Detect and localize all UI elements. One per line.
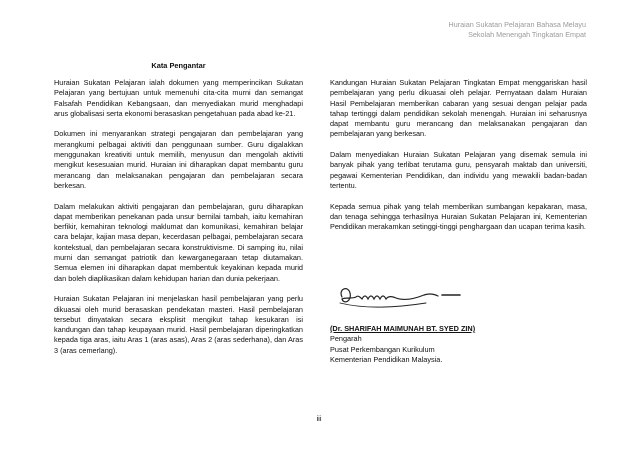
signatory-name: (Dr. SHARIFAH MAIMUNAH BT. SYED ZIN) [330, 324, 476, 333]
signature-image [334, 275, 484, 325]
paragraph: Kepada semua pihak yang telah memberikan sumbangan kepakaran, masa, dan tenaga sehingga terhasilnya Huraian Sukatan Pelajaran ini, Kementerian Pendidikan merakamkan setinggi-tinggi penghargaan dan ucapan terima kasih. [330, 201, 587, 232]
paragraph: Huraian Sukatan Pelajaran ini menjelaskan hasil pembelajaran yang perlu dikuasai oleh murid berasaskan pendekatan masteri. Hasil pembelajaran tersebut dinyatakan secara eksplisit mengikut tahap kesukaran isi kandungan dan tahap keupayaan murid. Hasil pembelajaran diperingkatkan kepada tiga aras, iaitu Aras 1 (aras asas), Aras 2 (aras sederhana), dan Aras 3 (aras cemerlang). [54, 294, 303, 355]
paragraph: Dalam menyediakan Huraian Sukatan Pelajaran yang disemak semula ini banyak pihak yang terlibat terutama guru, pensyarah maktab dan universiti, pegawai Kementerian Pendidikan, dan individu yang mewakili badan-badan tertentu. [330, 150, 587, 190]
left-column [54, 78, 303, 366]
signatory-ministry: Kementerian Pendidikan Malaysia. [330, 354, 443, 364]
signature-block [330, 324, 580, 365]
running-header [366, 20, 586, 40]
signatory-title: Pengarah [330, 334, 362, 344]
page-number: iii [316, 414, 322, 423]
paragraph: Dalam melakukan aktiviti pengajaran dan pembelajaran, guru diharapkan dapat memberikan penekanan pada unsur bernilai tambah, iaitu kemahiran berfikir, kemahiran teknologi maklumat dan komunikasi, kemahiran belajar cara belajar, kajian masa depan, kecerdasan pelbagai, pembelajaran secara kontekstual, dan pembelajaran secara konstruktivisme. Di samping itu, nilai murni dan semangat patriotik dan kewarganegaraan tetap diutamakan. Semua elemen ini diharapkan dapat membentuk keyakinan kepada murid dan boleh diaplikasikan dalam kehidupan harian dan dunia pekerjaan. [54, 201, 303, 283]
right-column [330, 78, 587, 243]
header-line-1: Huraian Sukatan Pelajaran Bahasa Melayu [448, 20, 586, 29]
paragraph: Huraian Sukatan Pelajaran ialah dokumen yang memperincikan Sukatan Pelajaran yang bertujuan untuk memenuhi cita-cita murni dan semangat Falsafah Pendidikan Kebangsaan, dan menyediakan murid menghadapi arus globalisasi serta ekonomi berasaskan pengetahuan pada abad ke-21. [54, 78, 303, 118]
paragraph: Kandungan Huraian Sukatan Pelajaran Tingkatan Empat menggariskan hasil pembelajaran yang perlu dikuasai oleh pelajar. Pernyataan dalam Huraian Hasil Pembelajaran memberikan cabaran yang sesuai dengan pelajar pada tahap tertinggi dalam pendidikan sekolah menengah. Huraian ini seharusnya dapat membantu guru merancang dan melaksanakan pengajaran dan pembelajaran yang berkesan. [330, 78, 587, 139]
signatory-department: Pusat Perkembangan Kurikulum [330, 344, 435, 354]
page-title: Kata Pengantar [151, 61, 206, 70]
header-line-2: Sekolah Menengah Tingkatan Empat [468, 30, 586, 39]
paragraph: Dokumen ini menyarankan strategi pengajaran dan pembelajaran yang merangkumi pelbagai aktiviti dan penggunaan sumber. Guru digalakkan menggunakan kreativiti untuk memilih, menyusun dan mengolah aktiviti mengikut kesesuaian murid. Huraian ini diharapkan dapat membantu guru merancang dan melaksanakan pengajaran dan pembelajaran secara berkesan. [54, 129, 303, 190]
